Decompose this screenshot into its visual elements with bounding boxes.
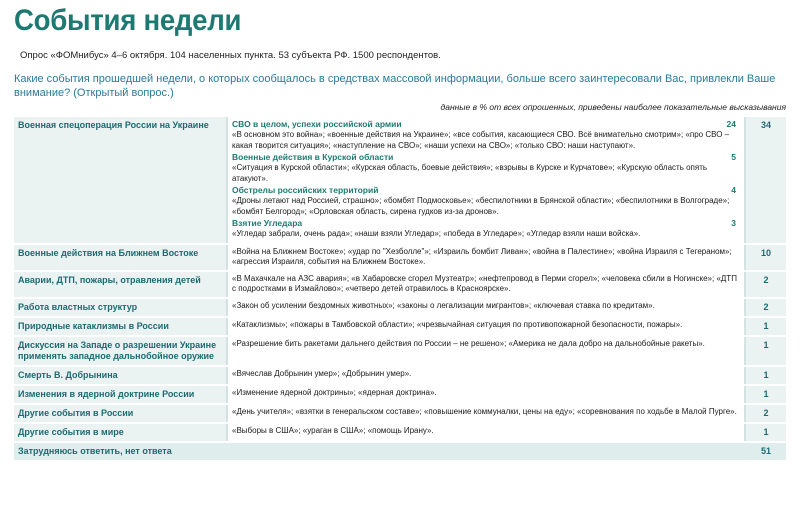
subcategory-label: Обстрелы российских территорий — [232, 185, 379, 195]
subcategory-value: 3 — [731, 218, 736, 228]
subcategory-label: СВО в целом, успехи российской армии — [232, 119, 402, 129]
row-quotes: «В Махачкале на АЗС авария»; «в Хабаровске сгорел Музтеатр»; «нефтепровод в Перми сгорел»; «человека сбили в Ногинске»; «ДТП с подростками в Измайлово»; «четверо детей отравилось в Красноярске». — [226, 272, 746, 297]
row-quotes: «Разрешение бить ракетами дальнего действия по России – не решено»; «Америка не дала добро на дальнобойные ракеты». — [226, 337, 746, 365]
subcategory-title — [232, 185, 740, 196]
row-label: Природные катаклизмы в России — [18, 320, 169, 331]
subcategory-quotes: «Дроны летают над Россией, страшно»; «бомбят Подмосковье»; «беспилотники в Брянской области»; «беспилотники в Волгограде»; «бомбят Белгород»; «Орловская область, сирена гудков из-за дронов». — [232, 196, 730, 216]
results-table — [14, 117, 786, 462]
row-label: Военные действия на Ближнем Востоке — [18, 247, 199, 258]
row-label: Работа властных структур — [18, 301, 138, 312]
row-value: 1 — [763, 339, 769, 350]
table-row-footer — [14, 443, 786, 462]
row-label: Военная спецоперация России на Украине — [18, 120, 209, 130]
row-quotes: «День учителя»; «взятки в генеральском составе»; «повышение коммуналки, цены на еду»; «соревнования по ходьбе в Малой Пурге». — [226, 405, 746, 422]
table-row — [14, 386, 786, 405]
row-quotes: «Выборы в США»; «ураган в США»; «помощь Ирану». — [226, 424, 746, 441]
page-title: События недели — [14, 4, 242, 37]
table-row — [14, 117, 786, 245]
row-value: 51 — [760, 445, 771, 456]
table-row — [14, 272, 786, 299]
row-value: 2 — [763, 274, 769, 285]
subcategory-label: Военные действия в Курской области — [232, 152, 394, 162]
table-row — [14, 424, 786, 443]
row-value: 1 — [763, 320, 769, 331]
row-quotes: «Закон об усилении бездомных животных»; «законы о легализации мигрантов»; «ключевая ставка по кредитам». — [226, 299, 746, 316]
table-row — [14, 245, 786, 272]
row-label: Другие события в мире — [18, 426, 124, 437]
subcategory-value: 24 — [726, 119, 736, 129]
subcategory-label: Взятие Угледара — [232, 218, 303, 228]
subcategory-title — [232, 119, 740, 130]
subcategory-value: 4 — [731, 185, 736, 195]
row-value: 34 — [760, 120, 771, 130]
subcategory-quotes: «Угледар забрали, очень рада»; «наши взяли Угледар»; «победа в Угледаре»; «Угледар взяли наши войска». — [232, 229, 641, 238]
subcategory-title — [232, 218, 740, 229]
row-quotes: «Война на Ближнем Востоке»; «удар по "Хезболле"»; «Израиль бомбит Ливан»; «война в Палестине»; «война Израиля с Тегераном»; «агрессия Израиля, события на Ближнем Востоке». — [226, 245, 746, 270]
table-row — [14, 318, 786, 337]
row-label: Смерть В. Добрынина — [18, 369, 118, 380]
row-label: Дискуссия на Западе о разрешении Украине применять западное дальнобойное оружие — [18, 339, 217, 361]
row-quotes: «Изменение ядерной доктрины»; «ядерная доктрина». — [226, 386, 746, 403]
survey-info: Опрос «ФОМнибус» 4–6 октября. 104 населенных пункта. 53 субъекта РФ. 1500 респондентов. — [20, 50, 441, 61]
row-value: 2 — [763, 301, 769, 312]
row-quotes: «Катаклизмы»; «пожары в Тамбовской области»; «чрезвычайная ситуация по противопожарной безопасности, пожары». — [226, 318, 746, 335]
row-label: Затрудняюсь ответить, нет ответа — [18, 445, 172, 456]
row-value: 1 — [763, 369, 769, 380]
subcategory-title — [232, 152, 740, 163]
survey-question: Какие события прошедшей недели, о которых сообщалось в средствах массовой информации, больше всего заинтересовали Вас, привлекли Ваше внимание? (Открытый вопрос.) — [14, 73, 776, 99]
table-row — [14, 299, 786, 318]
row-label: Другие события в России — [18, 407, 134, 418]
row-quotes: «Вячеслав Добрынин умер»; «Добрынин умер». — [226, 367, 746, 384]
subcategory-quotes: «В основном это война»; «военные действия на Украине»; «все события, касающиеся СВО. Всё внимательно смотрим»; «про СВО – какая творится ситуация»; «наступление на СВО»; «наши успехи на СВО»; «только СВО: наши наступают». — [232, 130, 730, 150]
row-value: 1 — [763, 388, 769, 399]
data-note: данные в % от всех опрошенных, приведены наиболее показательные высказывания — [440, 102, 786, 112]
row-quotes-empty — [226, 443, 746, 460]
row-value: 10 — [760, 247, 771, 258]
row-value: 2 — [763, 407, 769, 418]
subcategory-value: 5 — [731, 152, 736, 162]
row-value: 1 — [763, 426, 769, 437]
table-row — [14, 405, 786, 424]
subcategory-quotes: «Ситуация в Курской области»; «Курская область, боевые действия»; «взрывы в Курске и Курчатове»; «Курскую область опять атакуют». — [232, 163, 708, 183]
table-row — [14, 337, 786, 367]
table-row — [14, 367, 786, 386]
row-label: Изменения в ядерной доктрине России — [18, 388, 195, 399]
row-quotes — [226, 117, 746, 243]
row-label: Аварии, ДТП, пожары, отравления детей — [18, 274, 201, 285]
